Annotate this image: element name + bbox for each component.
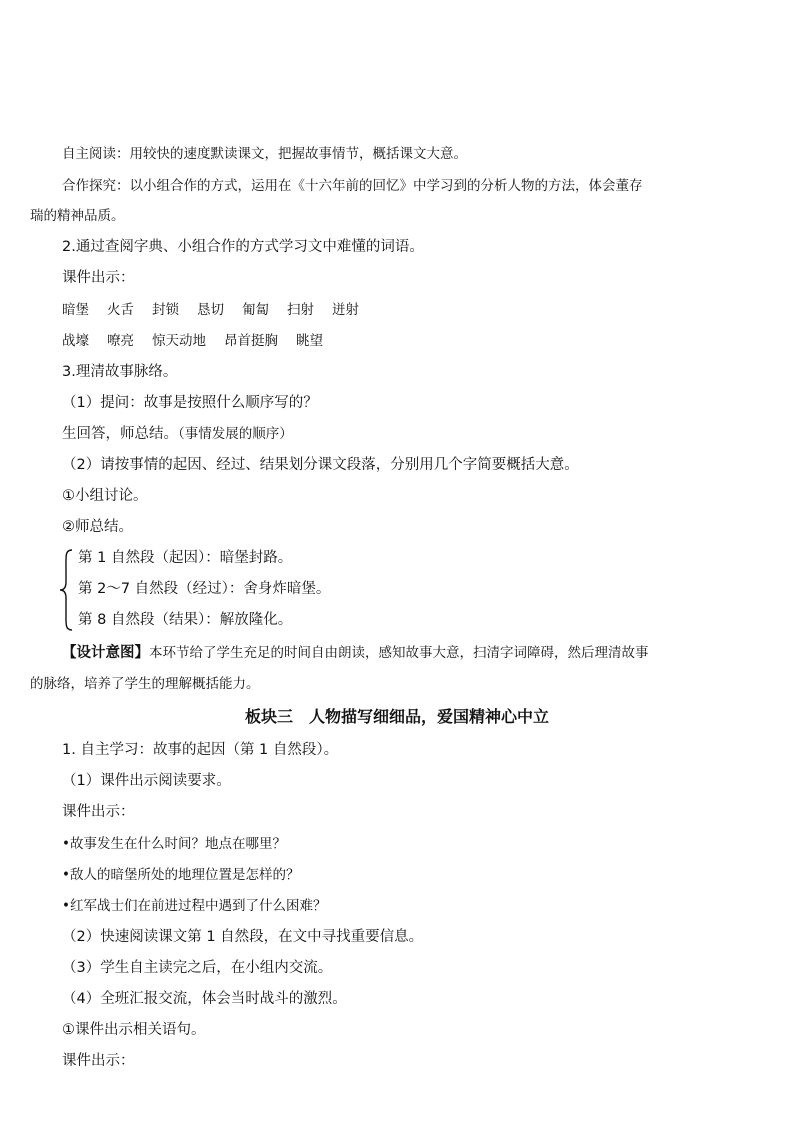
class-report-line: （4）全班汇报交流，体会当时战斗的激烈。 (62, 991, 347, 1007)
question-line: （1）提问：故事是按照什么顺序写的？ (62, 395, 318, 411)
vocab-word: 扫射 (287, 302, 314, 318)
design-intent-line (62, 643, 649, 663)
courseware-label-2: 课件出示： (62, 804, 135, 820)
step-2-line: 2.通过查阅字典、小组合作的方式学习文中难懂的词语。 (62, 239, 424, 255)
vocab-word: 封锁 (152, 302, 179, 318)
discussion-line: ①小组讨论。 (62, 488, 148, 504)
vocab-word: 嘹亮 (107, 333, 134, 349)
question-bullet-2: •敌人的暗堡所处的地理位置是怎样的？ (62, 867, 300, 883)
question-bullet-3: •红军战士们在前进过程中遇到了什么困难？ (62, 898, 327, 914)
vocab-word: 火舌 (107, 302, 134, 318)
vocab-word: 眺望 (296, 333, 323, 349)
design-intent-text: 本环节给了学生充足的时间自由朗读，感知故事大意，扫清字词障碍，然后理清故事 (149, 645, 649, 661)
cooperation-line: 合作探究：以小组合作的方式，运用在《十六年前的回忆》中学习到的分析人物的方法，体会董存 (62, 178, 643, 194)
vocab-row-1 (62, 300, 377, 320)
step-3-line: 3.理清故事脉络。 (62, 364, 178, 380)
reading-req-line: （1）课件出示阅读要求。 (62, 773, 231, 789)
cooperation-line-cont: 瑞的精神品质。 (30, 208, 125, 224)
teacher-summary-line: ②师总结。 (62, 519, 133, 535)
courseware-label: 课件出示： (62, 270, 135, 286)
vocab-word: 惊天动地 (152, 333, 206, 349)
answer-line (62, 424, 293, 444)
self-reading-line: 自主阅读：用较快的速度默读课文，把握故事情节，概括课文大意。 (62, 146, 467, 162)
vocab-word: 恳切 (197, 302, 224, 318)
courseware-sentence-line: ①课件出示相关语句。 (62, 1022, 206, 1038)
section-result: 第 8 自然段（结果）：解放隆化。 (78, 612, 293, 628)
section-cause: 第 1 自然段（起因）：暗堡封路。 (78, 550, 293, 566)
answer-text: 生回答，师总结。 (62, 426, 178, 442)
self-study-line: 1. 自主学习：故事的起因（第 1 自然段）。 (62, 742, 339, 758)
vocab-row-2 (62, 331, 341, 351)
section-heading: 板块三 人物描写细细品，爱国精神心中立 (244, 707, 549, 726)
task-line: （2）请按事情的起因、经过、结果划分课文段落，分别用几个字简要概括大意。 (62, 457, 579, 473)
vocab-word: 匍匐 (242, 302, 269, 318)
curly-brace-icon (58, 548, 74, 632)
question-bullet-1: •故事发生在什么时间？地点在哪里？ (62, 836, 286, 852)
design-intent-cont: 的脉络，培养了学生的理解概括能力。 (30, 676, 260, 692)
fast-reading-line: （2）快速阅读课文第 1 自然段，在文中寻找重要信息。 (62, 929, 424, 945)
design-intent-label: 【设计意图】 (62, 645, 149, 661)
courseware-label-3: 课件出示： (62, 1053, 135, 1069)
group-exchange-line: （3）学生自主读完之后，在小组内交流。 (62, 960, 333, 976)
vocab-word: 战壕 (62, 333, 89, 349)
section-process: 第 2～7 自然段（经过）：舍身炸暗堡。 (78, 581, 331, 597)
vocab-word: 迸射 (332, 302, 359, 318)
answer-note: （事情发展的顺序） (178, 426, 293, 442)
vocab-word: 暗堡 (62, 302, 89, 318)
vocab-word: 昂首挺胸 (224, 333, 278, 349)
